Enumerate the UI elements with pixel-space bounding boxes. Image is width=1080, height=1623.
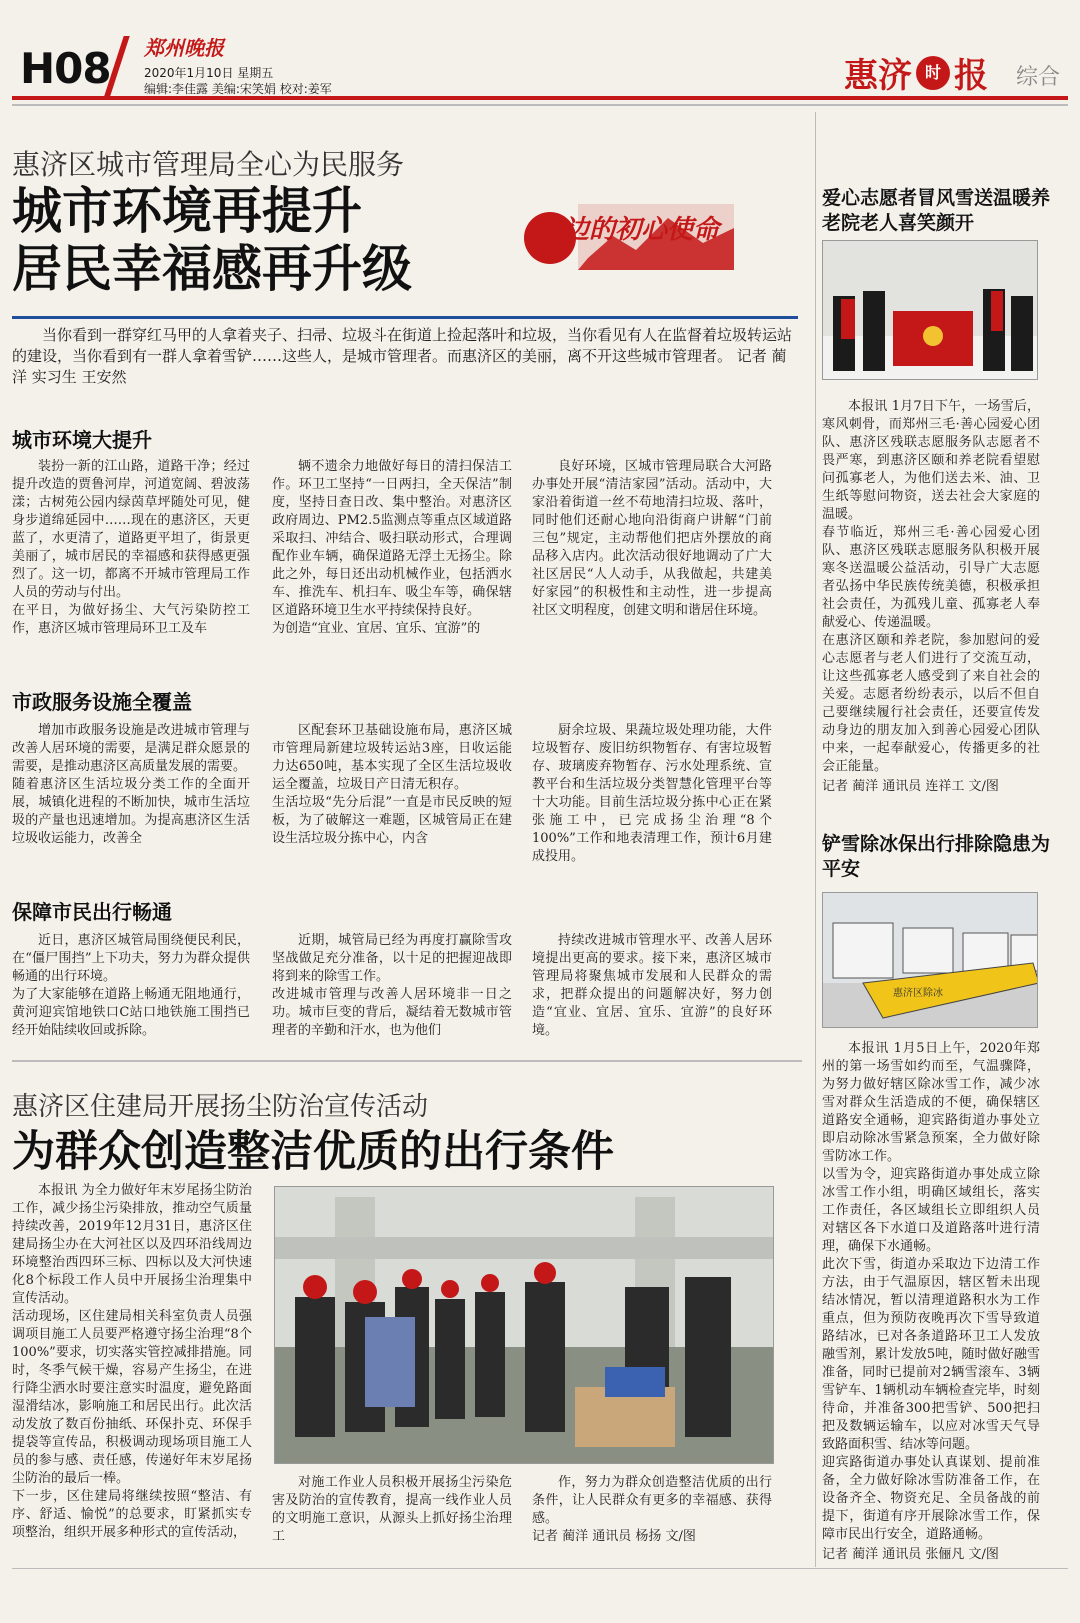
photo-illustration: [823, 241, 1038, 380]
editor-credits: 编辑:李佳露 美编:宋笑娟 校对:姜军: [144, 82, 332, 96]
section-title-traffic: 保障市民出行畅通: [12, 900, 172, 924]
masthead: [12, 30, 1068, 100]
volunteer-photo: [822, 240, 1038, 380]
paragraph: 装扮一新的江山路，道路干净；经过提升改造的贾鲁河岸，河道宽阔、碧波荡漾；古树苑公园内绿茵草坪随处可见，健身步道绵延园中……现在的惠济区，天更蓝了，水更清了，道路更平坦了，街景更美丽了，城市居民的幸福感和获得感更强烈了。这一切，都离不开城市管理局工作人员的劳动与付出。 在平日，为做好扬尘、大气污染防控工作，惠济区城市管理局环卫工及车: [12, 459, 250, 636]
article1-headline: [12, 182, 492, 298]
paragraph: 近期，城管局已经为再度打赢除雪攻坚战做足充分准备，以十足的把握迎战即将到来的除雪工作。 改进城市管理与改善人居环境非一日之功。城市巨变的背后，凝结着无数城市管理者的辛勤和汗水，也为他们: [272, 933, 512, 1038]
a2-col-3: [532, 1474, 772, 1546]
paragraph: 厨余垃圾、果蔬垃圾处理功能，大件垃圾暂存、废旧纺织物暂存、有害垃圾暂存、玻璃废弃物暂存、污水处理系统、宣教平台和生活垃圾分类智慧化管理平台等十大功能。目前生活垃圾分拣中心正在紧张施工中，已完成扬尘治理“8个100%”工作和地表清理工作，预计6月建成投用。: [532, 723, 772, 864]
traffic-col-2: [272, 932, 512, 1040]
sidebar-divider: [815, 112, 816, 1567]
a2-col-2: [272, 1474, 512, 1546]
paragraph: 本报讯 1月5日上午，2020年郑州的第一场雪如约而至，气温骤降，为努力做好辖区除冰雪工作，减少冰雪对群众生活造成的不便，确保辖区道路安全通畅，迎宾路街道办事处立即启动除冰雪紧急预案，全力做好除雪防冰工作。 以雪为令，迎宾路街道办事处成立除冰雪工作小组，明确区域组长，落实工作责任，各区域组长立即组织人员对辖区各下水道口及道路落叶进行清理，确保下水通畅。 此次下雪，街道办采取边下边清工作方法，由于气温原因，辖区暂未出现结冰情况，暂以清理道路积水为工作重点，但为预防夜晚再次下雪导致道路结冰，已对各条道路环卫工人发放融雪剂，累计发放5吨，随时做好融雪准备，同时已提前对2辆雪滚车、3辆雪铲车、1辆机动车辆检查完毕，时刻待命，并准备300把雪铲、500把扫把及数辆运输车，以应对冰雪天气导致路面积雪、结冰等问题。 迎宾路街道办事处认真谋划、提前准备，全力做好除冰雪防准备工作，在设备齐全、物资充足、全员备战的前提下，街道有序开展除冰雪工作，保障市民出行安全，道路通畅。: [822, 1041, 1040, 1542]
edition-brand: [844, 48, 988, 97]
a2-col-1: [12, 1182, 252, 1542]
masthead-subrule: [12, 104, 1068, 106]
section-label: 综合: [1015, 65, 1060, 90]
env-col-1: [12, 458, 250, 638]
paragraph: 持续改进城市管理水平、改善人居环境提出更高的要求。接下来，惠济区城市管理局将聚焦城市发展和人民群众的需求，把群众提出的问题解决好，努力创造“宜业、宜居、宜乐、宜游”的良好环境。: [532, 933, 772, 1038]
issue-date: 2020年1月10日 星期五: [144, 66, 274, 80]
brand-badge: 时: [916, 56, 950, 90]
traffic-col-1: [12, 932, 250, 1040]
paragraph: 近日，惠济区城管局围绕便民利民，在“僵尸围挡”上下功夫，努力为群众提供畅通的出行环境。 为了大家能够在道路上畅通无阻地通行，黄河迎宾馆地铁口C站口地铁施工围挡已经开始陆续收回或拆除。: [12, 933, 250, 1038]
section-title-environment: 城市环境大提升: [12, 428, 152, 452]
article2-headline: 为群众创造整洁优质的出行条件: [12, 1127, 614, 1177]
seal-graphic: [518, 198, 736, 278]
fac-col-3: [532, 722, 772, 866]
article2-kicker: 惠济区住建局开展扬尘防治宣传活动: [12, 1092, 429, 1122]
brand-part-b: 报: [954, 56, 988, 96]
newspaper-logo: 郑州晚报: [144, 36, 224, 60]
page-bottom-rule: [12, 1568, 1068, 1569]
seal-text: 身边的初心使命: [536, 215, 720, 245]
brand-part-a: 惠济: [844, 56, 912, 96]
initial-mission-seal: [518, 198, 736, 278]
snow-truck-photo: [822, 892, 1038, 1028]
paragraph: 良好环境，区城市管理局联合大河路办事处开展“清洁家园”活动。活动中，大家沿着街道一丝不苟地清扫垃圾、落叶，同时他们还耐心地向沿街商户讲解“门前三包”规定，主动帮他们把店外摆放的商品移入店内。此次活动很好地调动了广大社区居民“人人动手，从我做起，共建美好家园”的积极性和主动性，进一步提高社区文明程度，创建文明和谐居住环境。: [532, 459, 772, 618]
env-col-3: [532, 458, 772, 620]
sidebar2-credit: 记者 蔺洋 通讯员 张俪凡 文/图: [822, 1547, 999, 1562]
fac-col-1: [12, 722, 250, 848]
dust-campaign-photo: [274, 1186, 774, 1464]
headline-line-1: 城市环境再提升: [12, 182, 362, 240]
sidebar1-body: [822, 398, 1040, 796]
sidebar2-body: [822, 1040, 1040, 1564]
fac-col-2: [272, 722, 512, 848]
paragraph: 区配套环卫基础设施布局，惠济区城市管理局新建垃圾转运站3座，日收运能力达650吨，基本实现了全区生活垃圾收运全覆盖，垃圾日产日清无积存。 生活垃圾“先分后混”一直是市民反映的短板，为了破解这一难题，区城管局正在建设生活垃圾分拣中心，内含: [272, 723, 512, 846]
paragraph: 作，努力为群众创造整洁优质的出行条件，让人民群众有更多的幸福感、获得感。: [532, 1475, 772, 1526]
sidebar1-credit: 记者 蔺洋 通讯员 连祥工 文/图: [822, 779, 999, 794]
sidebar1-headline: 爱心志愿者冒风雪送温暖养老院老人喜笑颜开: [822, 187, 1051, 234]
paragraph: 增加市政服务设施是改进城市管理与改善人居环境的需要，是满足群众愿景的需要，是推动惠济区高质量发展的需要。 随着惠济区生活垃圾分类工作的全面开展，城镇化进程的不断加快，城市生活垃圾的产量也迅速增加。为提高惠济区生活垃圾收运能力，改善全: [12, 723, 250, 846]
section-title-facilities: 市政服务设施全覆盖: [12, 690, 192, 714]
sidebar2-headline: 铲雪除冰保出行排除隐患为平安: [822, 833, 1051, 880]
paragraph: 辆不遗余力地做好每日的清扫保洁工作。环卫工坚持“一日两扫，全天保洁”制度，坚持日查日改、集中整治。对惠济区政府周边、PM2.5监测点等重点区域道路采取扫、冲结合、吸扫联动形式，合理调配作业车辆，确保道路无浮土无扬尘。除此之外，每日还出动机械作业，包括洒水车、推洗车、机扫车、吸尘车等，确保辖区道路环境卫生水平持续保持良好。 为创造“宜业、宜居、宜乐、宜游”的: [272, 459, 512, 636]
truck-text: 惠济区除冰: [893, 988, 943, 999]
photo-illustration: [275, 1187, 774, 1464]
article1-kicker: 惠济区城市管理局全心为民服务: [12, 148, 405, 181]
photo-illustration: [823, 893, 1038, 1028]
paragraph: 对施工作业人员积极开展扬尘污染危害及防治的宣传教育，提高一线作业人员的文明施工意识，从源头上抓好扬尘治理工: [272, 1475, 512, 1544]
page-number: H08: [20, 44, 111, 93]
headline-line-2: 居民幸福感再升级: [12, 240, 412, 298]
paragraph: 本报讯 1月7日下午，一场雪后，寒风刺骨，而郑州三毛·善心园爱心团队、惠济区残联志愿服务队志愿者不畏严寒，到惠济区颐和养老院看望慰问孤寡老人，为他们送去米、油、卫生纸等慰问物资，送去社会大家庭的温暖。 春节临近，郑州三毛·善心园爱心团队、惠济区残联志愿服务队积极开展寒冬送温暖公益活动，引导广大志愿者弘扬中华民族传统美德，积极承担社会责任，为孤残儿童、孤寡老人奉献爱心、传递温暖。 在惠济区颐和养老院，参加慰问的爱心志愿者与老人们进行了交流互动，让这些孤寡老人感受到了来自社会的关爱。志愿者纷纷表示，以后不但自己要继续履行社会责任，还要宣传发动身边的朋友加入到善心园爱心团队中来，一起奉献爱心，传播更多的社会正能量。: [822, 399, 1040, 774]
article1-lead: 当你看到一群穿红马甲的人拿着夹子、扫帚、垃圾斗在街道上捡起落叶和垃圾，当你看见有人在监督着垃圾转运站的建设，当你看到有一群人拿着雪铲……这些人，是城市管理者。而惠济区的美丽，离不开这些城市管理者。 记者 蔺洋 实习生 王安然: [12, 316, 798, 388]
paragraph: 本报讯 为全力做好年末岁尾扬尘防治工作，减少扬尘污染排放，推动空气质量持续改善，2019年12月31日，惠济区住建局扬尘办在大河社区以及四环沿线周边环境整治西四环三标、四标以及大河快速化8个标段工作人员中开展扬尘治理集中宣传活动。 活动现场，区住建局相关科室负责人员强调项目施工人员要严格遵守扬尘治理“8个100%”要求，切实落实管控减排措施。同时，冬季气候干燥，容易产生扬尘，在进行降尘洒水时要注意实时温度，避免路面湿滑结冰，影响施工和居民出行。此次活动发放了数百份抽纸、环保扑克、环保手提袋等宣传品，积极调动现场项目施工人员的参与感、责任感，传递好年末岁尾扬尘防治的最后一棒。 下一步，区住建局将继续按照“整洁、有序、舒适、愉悦”的总要求，盯紧抓实专项整治，组织开展多种形式的宣传活动，: [12, 1183, 252, 1540]
article-divider: [12, 1060, 802, 1062]
env-col-2: [272, 458, 512, 638]
traffic-col-3: [532, 932, 772, 1040]
masthead-rule: [12, 96, 1068, 100]
article2-credit: 记者 蔺洋 通讯员 杨扬 文/图: [532, 1529, 696, 1544]
